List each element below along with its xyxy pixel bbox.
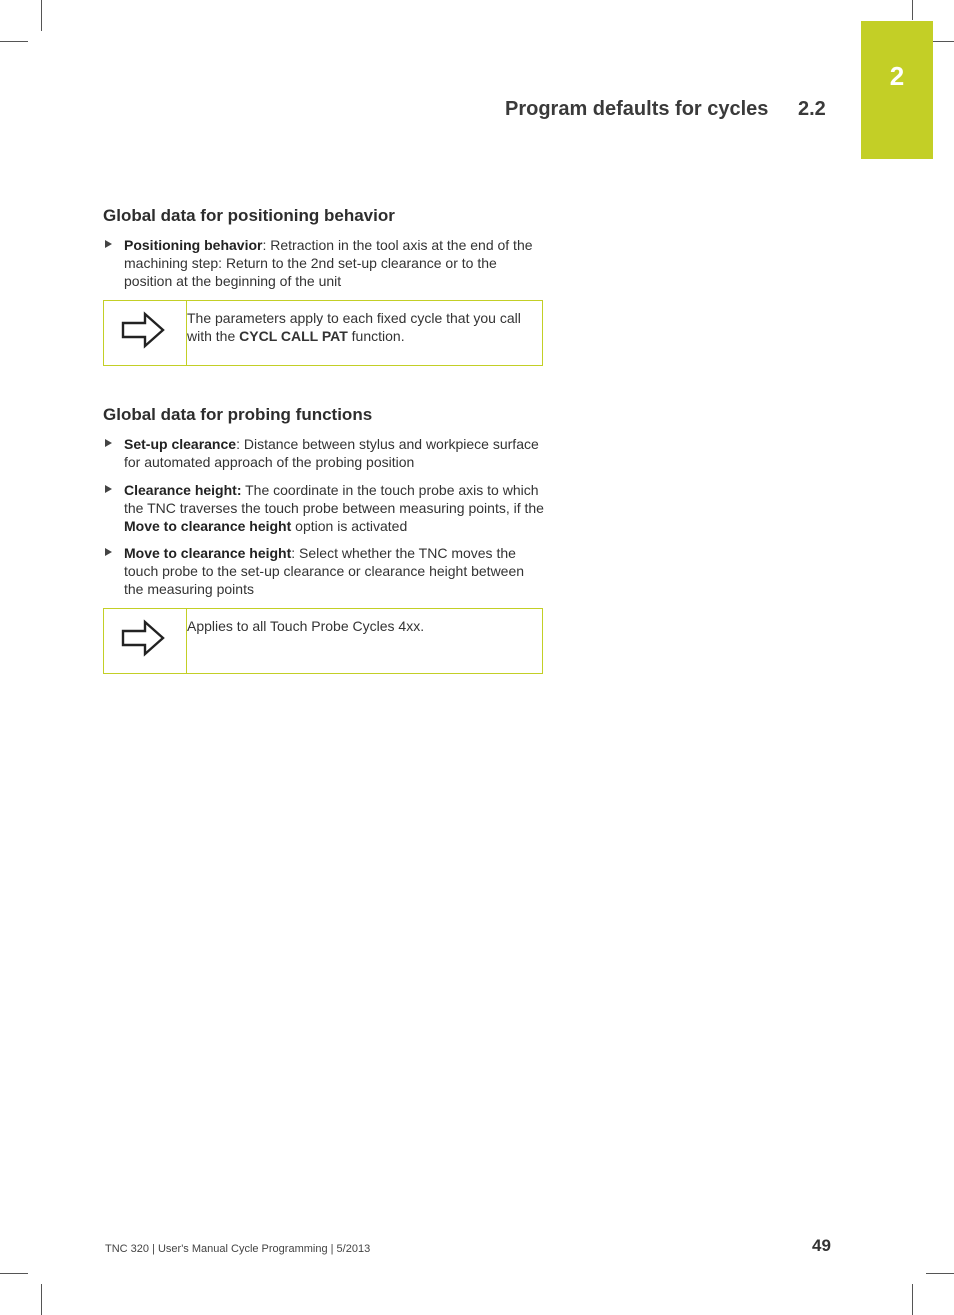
bullet-term: Set-up clearance xyxy=(124,436,237,452)
bullet-text: : Distance between stylus and workpiece surface for automated approach of the probing position xyxy=(124,436,539,470)
crop-mark xyxy=(0,1273,28,1274)
crop-mark xyxy=(912,1284,913,1315)
page-number: 49 xyxy=(812,1236,831,1255)
footer-text: TNC 320 | User's Manual Cycle Programming | 5/2013 xyxy=(105,1243,371,1255)
bullet-clearance-height: Clearance height: The coordinate in the touch probe axis to which the TNC traverses the touch probe between measuring points, if the Move to clearance height option is activated xyxy=(105,481,545,535)
note-text: Applies to all Touch Probe Cycles 4xx. xyxy=(187,618,425,634)
bullet-text: : Select whether the TNC moves the touch probe to the set-up clearance or clearance height between the measuring points xyxy=(124,545,525,597)
bullet-triangle-icon xyxy=(105,548,112,556)
bullet-positioning-behavior xyxy=(105,236,545,290)
bullet-term-inline: Move to clearance height xyxy=(124,518,292,534)
bullet-triangle-icon xyxy=(105,240,112,248)
crop-mark xyxy=(41,1284,42,1315)
bullet-setup-clearance xyxy=(105,435,545,471)
section-heading-probing: Global data for probing functions xyxy=(103,405,373,424)
note-box xyxy=(103,300,543,366)
bullet-text: : Retraction in the tool axis at the end of the machining step: Return to the 2nd set-up clearance or to the position at the beginning of the unit xyxy=(124,237,533,289)
section-heading-positioning: Global data for positioning behavior xyxy=(103,206,395,225)
crop-mark xyxy=(41,0,42,31)
bullet-term: Move to clearance height xyxy=(124,545,292,561)
page-header-title: Program defaults for cycles xyxy=(505,98,769,120)
bullet-move-to-clearance-height xyxy=(105,544,545,598)
note-text: The parameters apply to each fixed cycle that you call with the CYCL CALL PAT function. xyxy=(187,310,521,344)
chapter-tab xyxy=(861,21,933,159)
bullet-term: Clearance height: xyxy=(124,482,242,498)
note-box xyxy=(103,608,543,674)
arrow-right-icon xyxy=(120,311,166,351)
bullet-triangle-icon xyxy=(105,439,112,447)
crop-mark xyxy=(0,41,28,42)
page-header-section: 2.2 xyxy=(798,98,826,120)
chapter-number: 2 xyxy=(889,61,905,91)
bullet-triangle-icon xyxy=(105,485,112,493)
arrow-right-icon xyxy=(120,619,166,659)
code-cycl-call-pat: CYCL CALL PAT xyxy=(239,328,348,344)
bullet-term: Positioning behavior xyxy=(124,237,263,253)
crop-mark xyxy=(926,1273,954,1274)
crop-mark xyxy=(912,0,913,20)
